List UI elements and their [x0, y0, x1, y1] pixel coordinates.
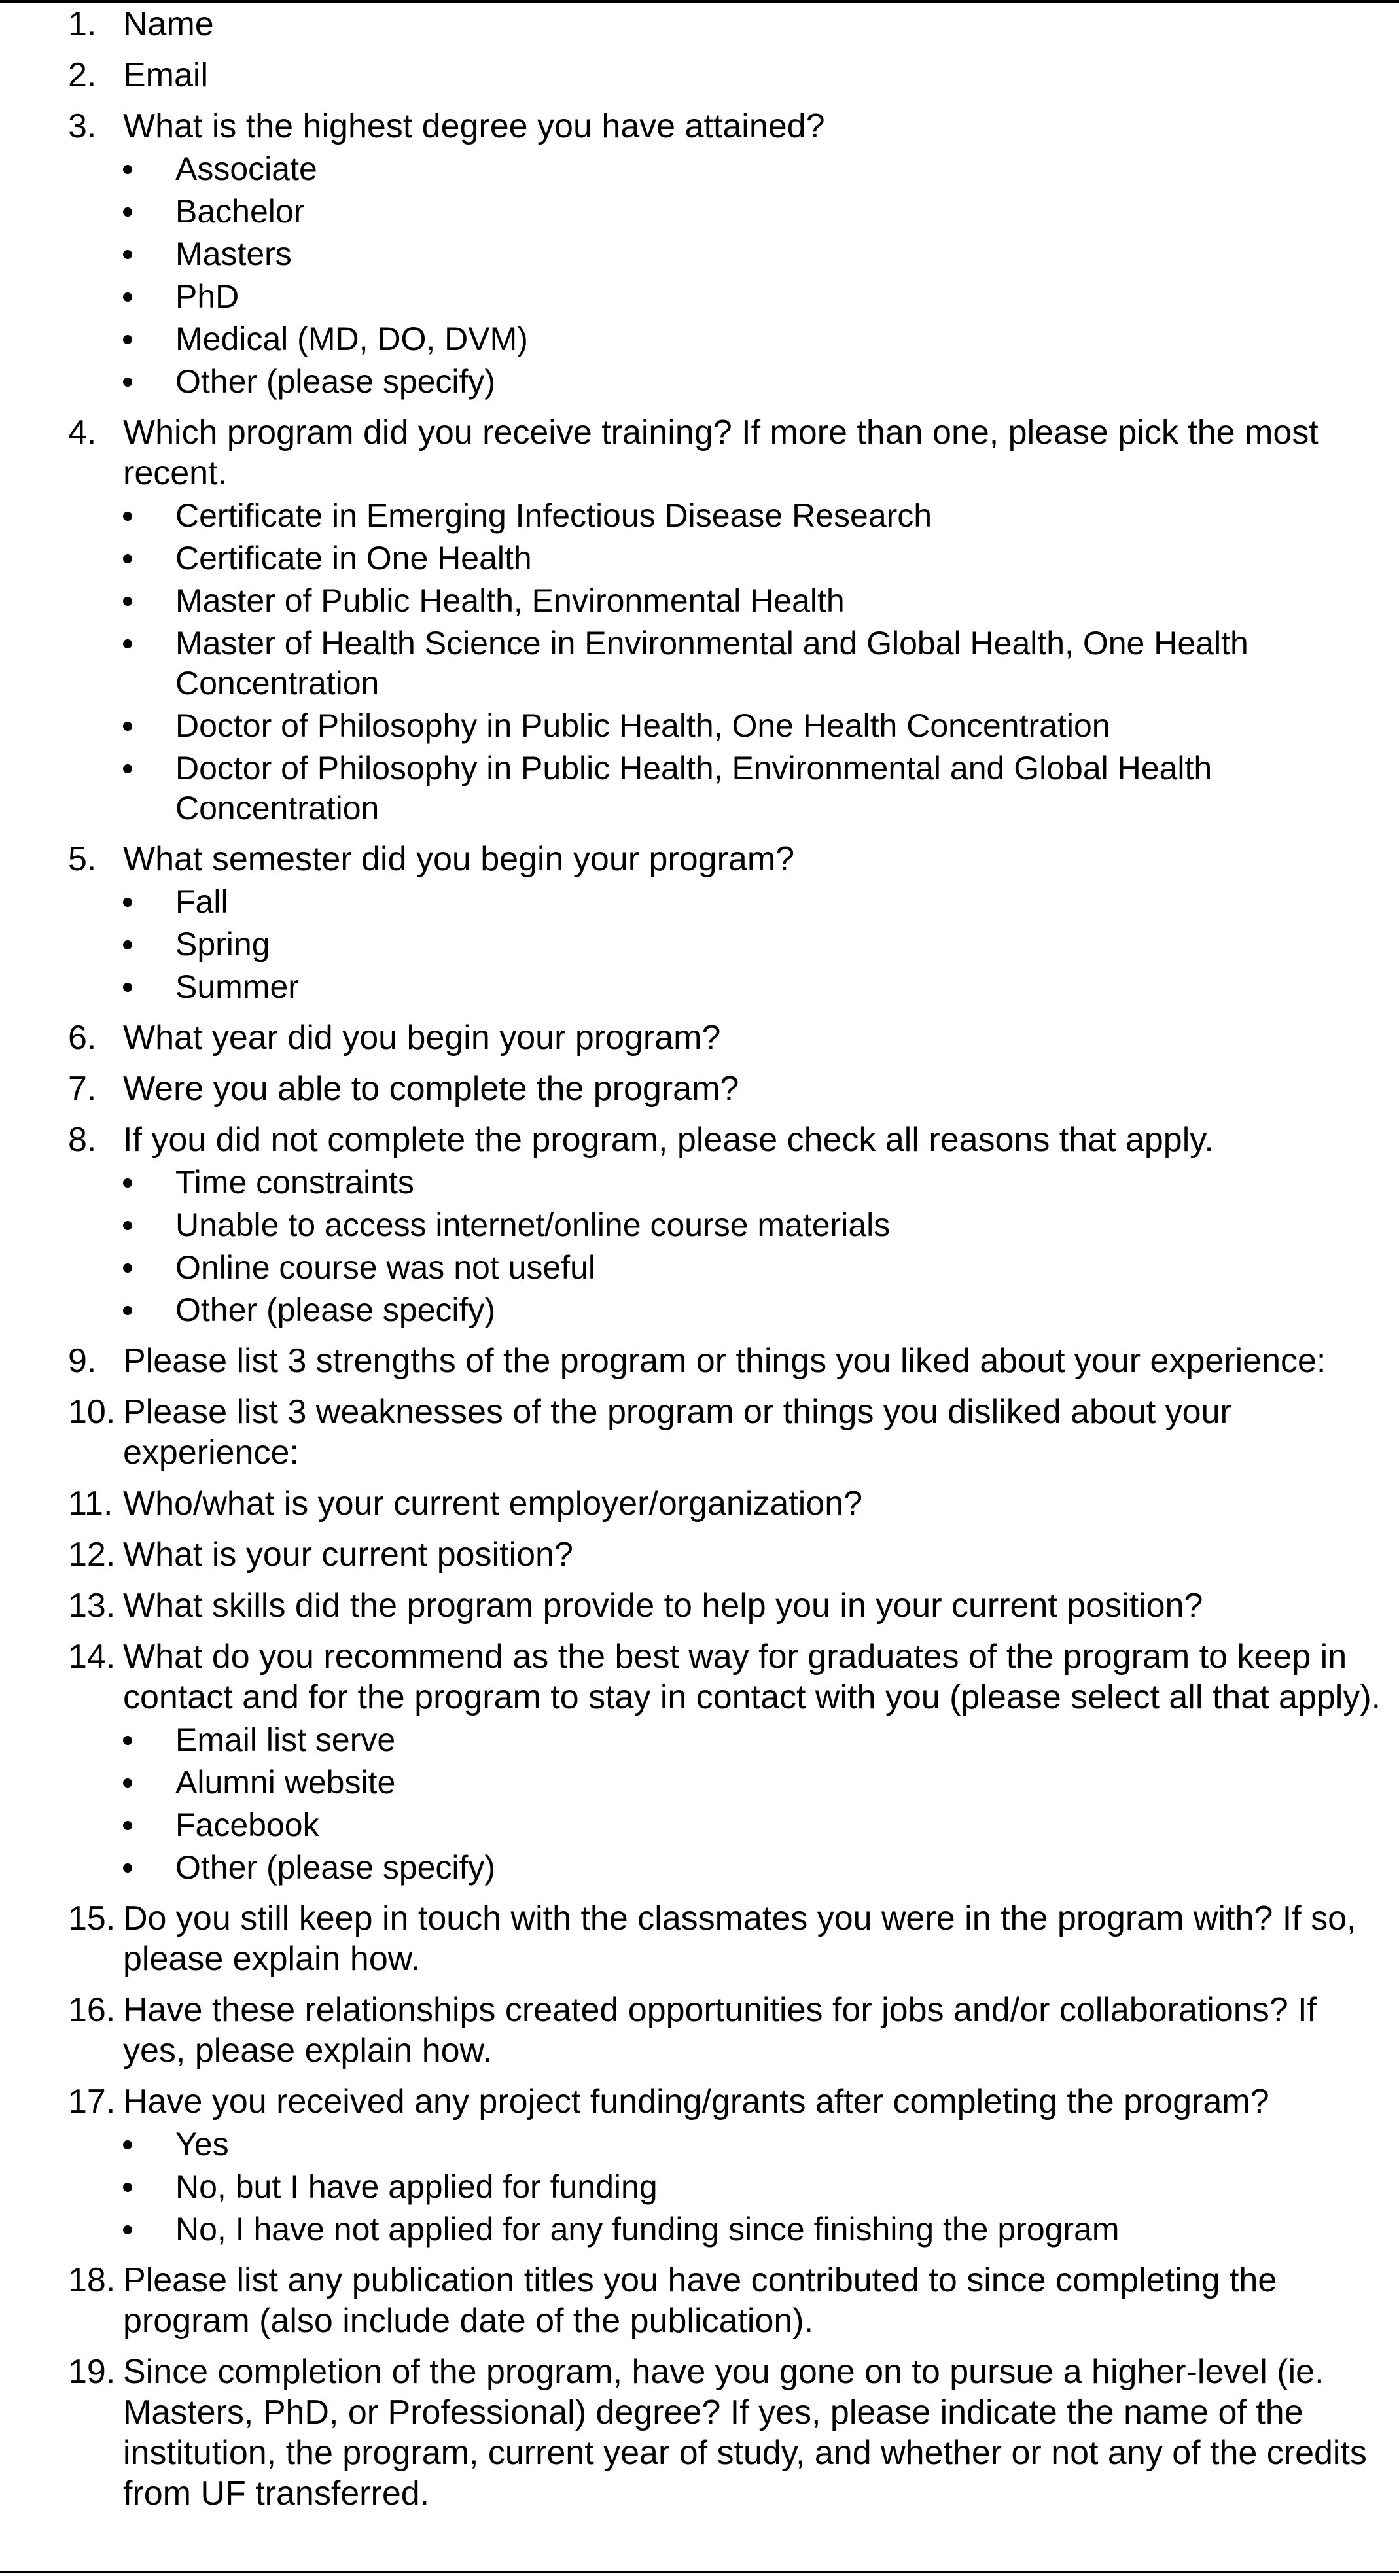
option-list	[123, 149, 1386, 402]
question-number: 4.	[68, 414, 97, 451]
bullet-icon	[123, 1821, 132, 1830]
option-item	[123, 925, 1386, 964]
bullet-icon	[123, 764, 132, 773]
bullet-icon	[123, 1263, 132, 1273]
bullet-icon	[123, 983, 132, 992]
bullet-icon	[123, 292, 132, 302]
option-text: Unable to access internet/online course materials	[175, 1207, 891, 1243]
question-number: 11.	[68, 1485, 113, 1523]
bullet-icon	[123, 378, 132, 387]
bullet-icon	[123, 554, 132, 563]
question-number: 3.	[68, 107, 97, 145]
question-item	[0, 1990, 1399, 2071]
question-number: 16.	[68, 1991, 116, 2029]
option-text: Spring	[175, 926, 270, 962]
bullet-icon	[123, 1221, 132, 1230]
question-text: Please list 3 weaknesses of the program or things you disliked about your experience:	[123, 1393, 1231, 1472]
option-text: Facebook	[175, 1807, 319, 1843]
option-item	[123, 538, 1386, 578]
option-item	[123, 749, 1386, 828]
question-item	[0, 839, 1399, 1007]
question-text: Email	[123, 56, 209, 94]
question-item	[0, 1017, 1399, 1058]
option-list	[123, 496, 1386, 828]
question-text: Have you received any project funding/grants after completing the program?	[123, 2083, 1269, 2121]
question-number: 2.	[68, 56, 97, 94]
option-item	[123, 706, 1386, 746]
option-text: Doctor of Philosophy in Public Health, One Health Concentration	[175, 707, 1110, 744]
question-item	[0, 1068, 1399, 1109]
question-text: Since completion of the program, have you gone on to pursue a higher-level (ie. Masters, PhD, or Professional) degree? If yes, please indicate the name of the institution, the program, current year of study, and whether or not any of the credits from UF transferred.	[123, 2353, 1367, 2513]
option-item	[123, 319, 1386, 359]
option-text: Other (please specify)	[175, 1849, 496, 1886]
option-item	[123, 1805, 1386, 1845]
question-number: 9.	[68, 1342, 97, 1380]
question-item	[0, 1483, 1399, 1524]
option-text: Fall	[175, 883, 228, 920]
question-text: What semester did you begin your program?	[123, 840, 795, 878]
option-text: No, I have not applied for any funding since finishing the program	[175, 2211, 1120, 2248]
option-text: Email list serve	[175, 1721, 396, 1758]
bullet-icon	[123, 512, 132, 521]
option-text: PhD	[175, 278, 239, 315]
question-item	[0, 1898, 1399, 1979]
question-number: 8.	[68, 1121, 97, 1159]
option-item	[123, 2210, 1386, 2250]
question-list	[0, 3, 1399, 2514]
option-item	[123, 496, 1386, 536]
option-text: Master of Health Science in Environmental and Global Health, One Health Concentration	[175, 625, 1248, 701]
option-item	[123, 624, 1386, 703]
question-number: 6.	[68, 1019, 97, 1057]
bullet-icon	[123, 250, 132, 259]
bullet-icon	[123, 639, 132, 648]
question-text: Have these relationships created opportunities for jobs and/or collaborations? If yes, please explain how.	[123, 1991, 1317, 2070]
option-item	[123, 967, 1386, 1007]
question-item	[0, 55, 1399, 96]
question-number: 14.	[68, 1638, 116, 1676]
question-text: What skills did the program provide to help you in your current position?	[123, 1587, 1203, 1625]
question-text: What is the highest degree you have attained?	[123, 107, 825, 145]
option-text: Yes	[175, 2126, 229, 2162]
question-text: What is your current position?	[123, 1536, 573, 1574]
question-item	[0, 2081, 1399, 2250]
bullet-icon	[123, 940, 132, 949]
bullet-icon	[123, 335, 132, 344]
option-item	[123, 192, 1386, 232]
bullet-icon	[123, 1736, 132, 1745]
bullet-icon	[123, 898, 132, 907]
option-item	[123, 362, 1386, 402]
bullet-icon	[123, 1178, 132, 1188]
question-text: Please list 3 strengths of the program or things you liked about your experience:	[123, 1342, 1326, 1380]
option-text: Associate	[175, 150, 317, 187]
question-number: 15.	[68, 1899, 116, 1937]
option-item	[123, 1163, 1386, 1203]
question-number: 5.	[68, 840, 97, 878]
option-text: Certificate in One Health	[175, 540, 532, 576]
option-item	[123, 234, 1386, 274]
question-item	[0, 1585, 1399, 1626]
question-text: Do you still keep in touch with the classmates you were in the program with? If so, please explain how.	[123, 1899, 1356, 1978]
option-text: No, but I have applied for funding	[175, 2168, 658, 2205]
option-item	[123, 277, 1386, 317]
question-item	[0, 1534, 1399, 1575]
option-item	[123, 1290, 1386, 1330]
question-number: 1.	[68, 5, 97, 43]
question-text: If you did not complete the program, please check all reasons that apply.	[123, 1121, 1214, 1159]
question-item	[0, 2260, 1399, 2341]
option-item	[123, 149, 1386, 189]
option-text: Other (please specify)	[175, 363, 496, 400]
option-item	[123, 1720, 1386, 1760]
question-text: Which program did you receive training? If more than one, please pick the most recent.	[123, 414, 1319, 492]
question-item	[0, 1392, 1399, 1473]
option-text: Time constraints	[175, 1164, 414, 1201]
question-number: 13.	[68, 1587, 116, 1625]
bullet-icon	[123, 1863, 132, 1873]
question-item	[0, 1341, 1399, 1381]
bottom-rule	[0, 2571, 1399, 2573]
option-item	[123, 1248, 1386, 1288]
question-item	[0, 4, 1399, 44]
option-text: Other (please specify)	[175, 1292, 496, 1328]
option-text: Summer	[175, 968, 299, 1005]
question-text: Name	[123, 5, 214, 43]
bullet-icon	[123, 1306, 132, 1315]
question-number: 10.	[68, 1393, 116, 1431]
bullet-icon	[123, 2183, 132, 2192]
question-text: Please list any publication titles you have contributed to since completing the program (also include date of the publication).	[123, 2261, 1277, 2340]
option-text: Online course was not useful	[175, 1249, 596, 1286]
option-item	[123, 2167, 1386, 2207]
question-number: 12.	[68, 1536, 116, 1574]
bullet-icon	[123, 165, 132, 174]
question-item	[0, 106, 1399, 402]
option-text: Alumni website	[175, 1764, 396, 1801]
option-text: Masters	[175, 236, 292, 272]
option-text: Certificate in Emerging Infectious Disease Research	[175, 497, 932, 534]
question-number: 7.	[68, 1070, 97, 1108]
option-list	[123, 2125, 1386, 2250]
option-item	[123, 581, 1386, 621]
bullet-icon	[123, 722, 132, 731]
question-text: Who/what is your current employer/organization?	[123, 1485, 863, 1523]
question-item	[0, 1120, 1399, 1330]
question-number: 17.	[68, 2083, 116, 2121]
option-list	[123, 1163, 1386, 1330]
option-list	[123, 1720, 1386, 1888]
option-item	[123, 882, 1386, 922]
bullet-icon	[123, 2225, 132, 2234]
option-item	[123, 2125, 1386, 2164]
question-item	[0, 412, 1399, 828]
option-item	[123, 1763, 1386, 1803]
option-text: Master of Public Health, Environmental Health	[175, 582, 845, 619]
option-text: Bachelor	[175, 193, 305, 230]
question-number: 18.	[68, 2261, 116, 2299]
option-text: Doctor of Philosophy in Public Health, Environmental and Global Health Concentration	[175, 750, 1213, 826]
option-item	[123, 1205, 1386, 1245]
option-list	[123, 882, 1386, 1007]
bullet-icon	[123, 207, 132, 217]
option-text: Medical (MD, DO, DVM)	[175, 321, 528, 357]
question-number: 19.	[68, 2353, 116, 2391]
question-text: What do you recommend as the best way for graduates of the program to keep in contact and for the program to stay in contact with you (please select all that apply).	[123, 1638, 1381, 1716]
bullet-icon	[123, 597, 132, 606]
question-text: What year did you begin your program?	[123, 1019, 721, 1057]
option-item	[123, 1848, 1386, 1888]
question-item	[0, 1636, 1399, 1888]
bullet-icon	[123, 2140, 132, 2149]
question-item	[0, 2352, 1399, 2514]
bullet-icon	[123, 1778, 132, 1788]
question-text: Were you able to complete the program?	[123, 1070, 739, 1108]
